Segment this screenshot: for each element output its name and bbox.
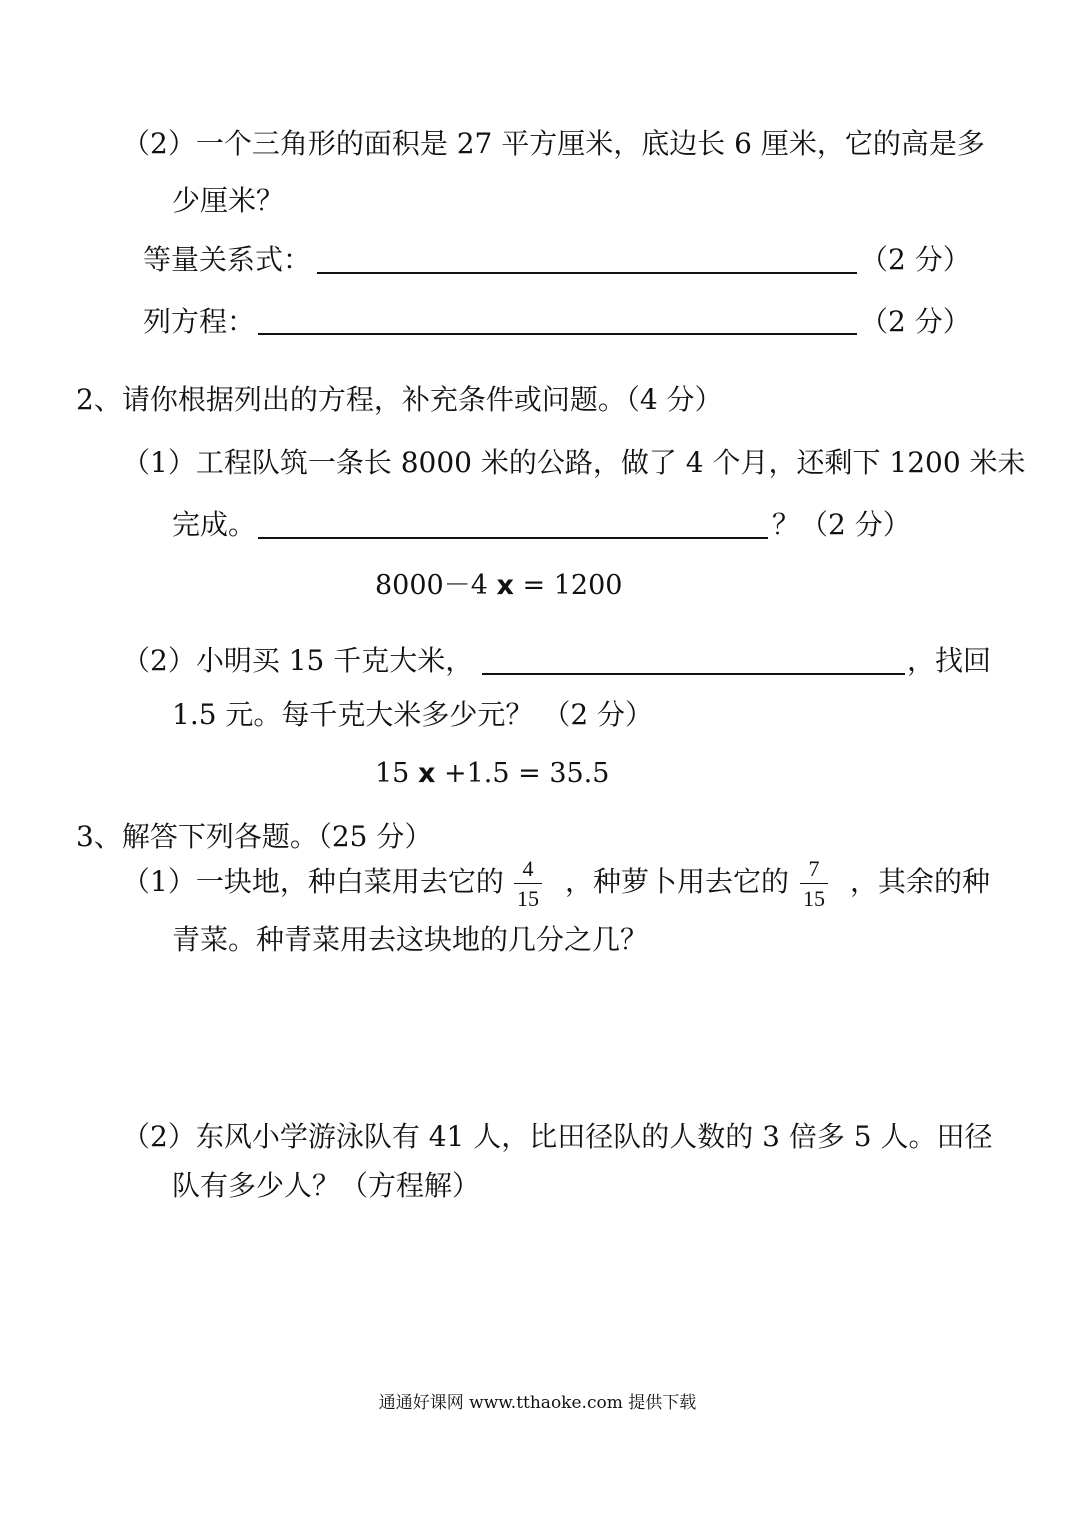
fraction-7-15-numerator: 7 bbox=[808, 856, 820, 881]
q3-1-text-c: ，其余的种 bbox=[850, 865, 991, 898]
q2-1-equation bbox=[375, 569, 622, 603]
q2-2-equation-left: 15 bbox=[375, 758, 410, 789]
q2-1-equation-variable: x bbox=[496, 570, 514, 601]
q2-2-equation bbox=[375, 757, 609, 791]
equation-score: （2 分） bbox=[860, 305, 971, 338]
relation-label: 等量关系式： bbox=[143, 243, 312, 276]
q2-1-score: ？（2 分） bbox=[772, 508, 911, 541]
q2-1-question-blank[interactable] bbox=[258, 537, 768, 539]
fraction-4-15-denominator: 15 bbox=[517, 886, 539, 911]
relation-score: （2 分） bbox=[860, 243, 971, 276]
section2-heading: 2、请你根据列出的方程，补充条件或问题。（4 分） bbox=[76, 383, 723, 416]
q2-2-condition-blank[interactable] bbox=[482, 673, 905, 675]
q2-2-text-line1-suffix: ，找回 bbox=[907, 644, 992, 677]
q3-1-text-line2: 青菜。种青菜用去这块地的几分之几？ bbox=[172, 923, 649, 956]
fraction-4-15-numerator: 4 bbox=[522, 856, 534, 881]
section3-heading: 3、解答下列各题。（25 分） bbox=[76, 820, 433, 853]
q2-2-text-line2: 1.5 元。每千克大米多少元？ （2 分） bbox=[172, 698, 654, 731]
q3-2-text-line2: 队有多少人？（方程解） bbox=[172, 1169, 481, 1202]
equation-label: 列方程： bbox=[143, 305, 256, 338]
q2-2-equation-variable: x bbox=[417, 758, 436, 789]
q2-2-equation-right: +1.5 = 35.5 bbox=[443, 758, 610, 789]
equation-answer-blank[interactable] bbox=[258, 333, 857, 335]
q2-1-equation-left: 8000－4 bbox=[375, 570, 488, 601]
fraction-7-15-denominator: 15 bbox=[803, 886, 825, 911]
q1-2-text-line1: （2）一个三角形的面积是 27 平方厘米，底边长 6 厘米，它的高是多 bbox=[122, 127, 985, 160]
q3-1-text-a: （1）一块地，种白菜用去它的 bbox=[122, 865, 504, 898]
q2-1-equation-right: = 1200 bbox=[522, 570, 623, 601]
q2-2-text-line1-prefix: （2）小明买 15 千克大米， bbox=[122, 644, 474, 677]
footer-watermark: 通通好课网 www.tthaoke.com 提供下载 bbox=[378, 1393, 697, 1413]
q3-1-text-b: ，种萝卜用去它的 bbox=[565, 865, 790, 898]
relation-answer-blank[interactable] bbox=[317, 272, 857, 274]
q1-2-text-line2: 少厘米？ bbox=[172, 184, 285, 217]
fraction-4-15 bbox=[513, 857, 543, 913]
q3-2-text-line1: （2）东风小学游泳队有 41 人，比田径队的人数的 3 倍多 5 人。田径 bbox=[122, 1120, 993, 1153]
q2-1-text-line1: （1）工程队筑一条长 8000 米的公路，做了 4 个月，还剩下 1200 米未 bbox=[122, 446, 1026, 479]
fraction-7-15 bbox=[799, 857, 829, 913]
q2-1-text-line2-prefix: 完成。 bbox=[172, 508, 257, 541]
